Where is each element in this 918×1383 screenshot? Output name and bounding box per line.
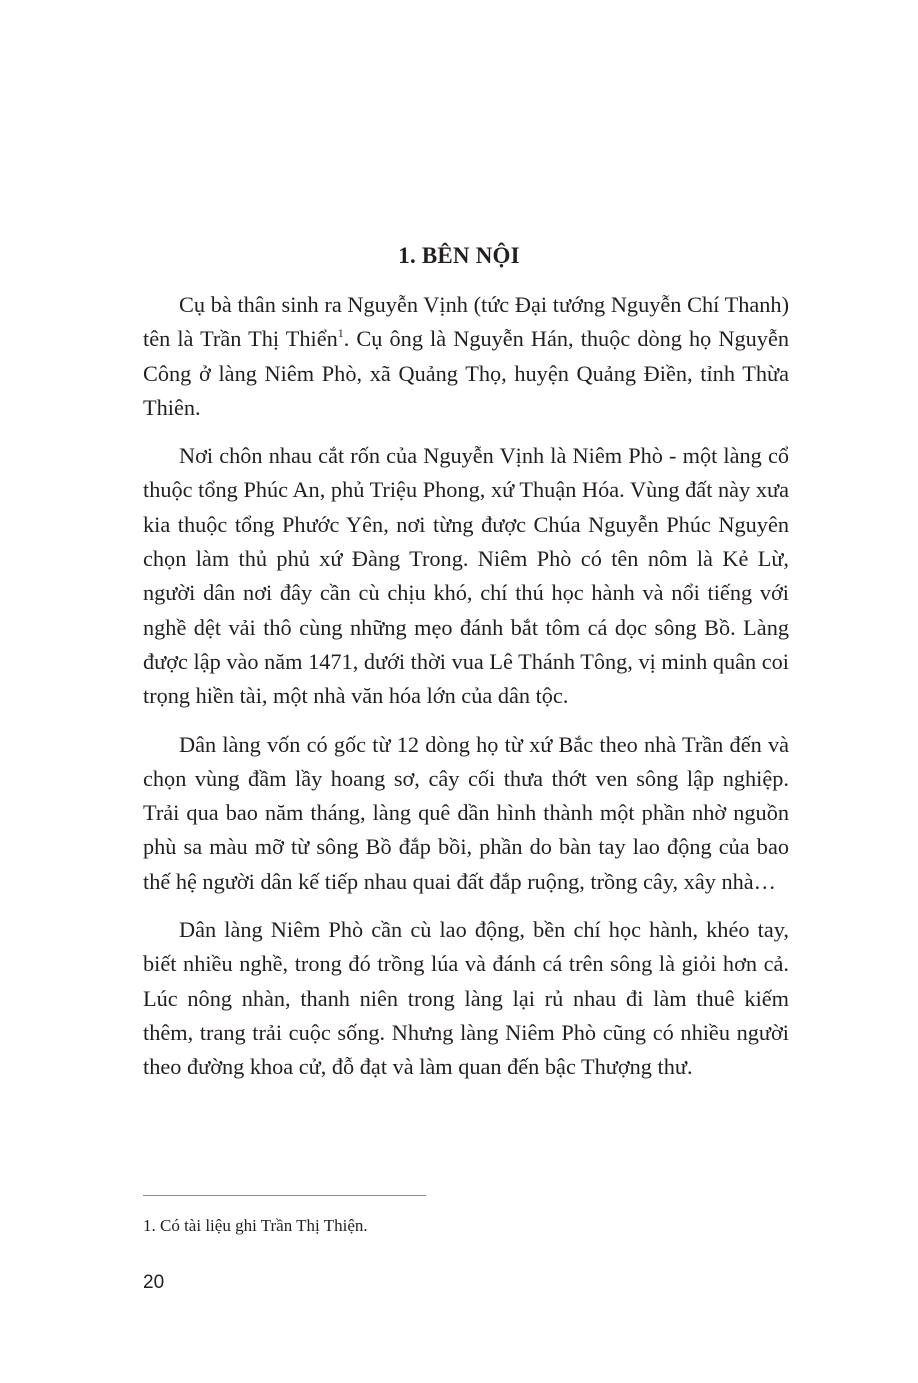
section-heading: 1. BÊN NỘI — [398, 243, 520, 268]
paragraph-3: Dân làng vốn có gốc từ 12 dòng họ từ xứ Bắc theo nhà Trần đến và chọn vùng đầm lầy hoang sơ, cây cối thưa thớt ven sông lập nghiệp. Trải qua bao năm tháng, làng quê dần hình thành một phần nhờ nguồn phù sa màu mỡ từ sông Bồ đắp bồi, phần do bàn tay lao động của bao thế hệ người dân kế tiếp nhau quai đất đắp ruộng, trồng cây, xây nhà… — [143, 731, 789, 894]
paragraph-2: Nơi chôn nhau cắt rốn của Nguyễn Vịnh là Niêm Phò - một làng cổ thuộc tổng Phúc An, phủ Triệu Phong, xứ Thuận Hóa. Vùng đất này xưa kia thuộc tổng Phước Yên, nơi từng được Chúa Nguyễn Phúc Nguyên chọn làm thủ phủ xứ Đàng Trong. Niêm Phò có tên nôm là Kẻ Lừ, người dân nơi đây cần cù chịu khó, chí thú học hành và nổi tiếng với nghề dệt vải thô cùng những mẹo đánh bắt tôm cá dọc sông Bồ. Làng được lập vào năm 1471, dưới thời vua Lê Thánh Tông, vị minh quân coi trọng hiền tài, một nhà văn hóa lớn của dân tộc. — [143, 443, 789, 709]
page-number: 20 — [143, 1272, 165, 1293]
footnote: 1. Có tài liệu ghi Trần Thị Thiện. — [143, 1216, 368, 1235]
paragraph-1-text-end: . Cụ ông là Nguyễn Hán, thuộc dòng họ Nguyễn Công ở làng Niêm Phò, xã Quảng Thọ, huyện Quảng Điền, tỉnh Thừa Thiên. — [143, 326, 789, 420]
paragraph-1 — [143, 288, 789, 425]
paragraph-1-text-start: Cụ bà thân sinh ra Nguyễn Vịnh (tức Đại tướng Nguyễn Chí Thanh) tên là Trần Thị Thiển — [143, 292, 789, 352]
paragraph-4: Dân làng Niêm Phò cần cù lao động, bền chí học hành, khéo tay, biết nhiều nghề, trong đó trồng lúa và đánh cá trên sông là giỏi hơn cả. Lúc nông nhàn, thanh niên trong làng lại rủ nhau đi làm thuê kiếm thêm, trang trải cuộc sống. Nhưng làng Niêm Phò cũng có nhiều người theo đường khoa cử, đỗ đạt và làm quan đến bậc Thượng thư. — [143, 917, 789, 1080]
body-text — [143, 288, 789, 1085]
footnote-marker: 1 — [337, 326, 344, 341]
footnote-divider — [143, 1195, 426, 1196]
